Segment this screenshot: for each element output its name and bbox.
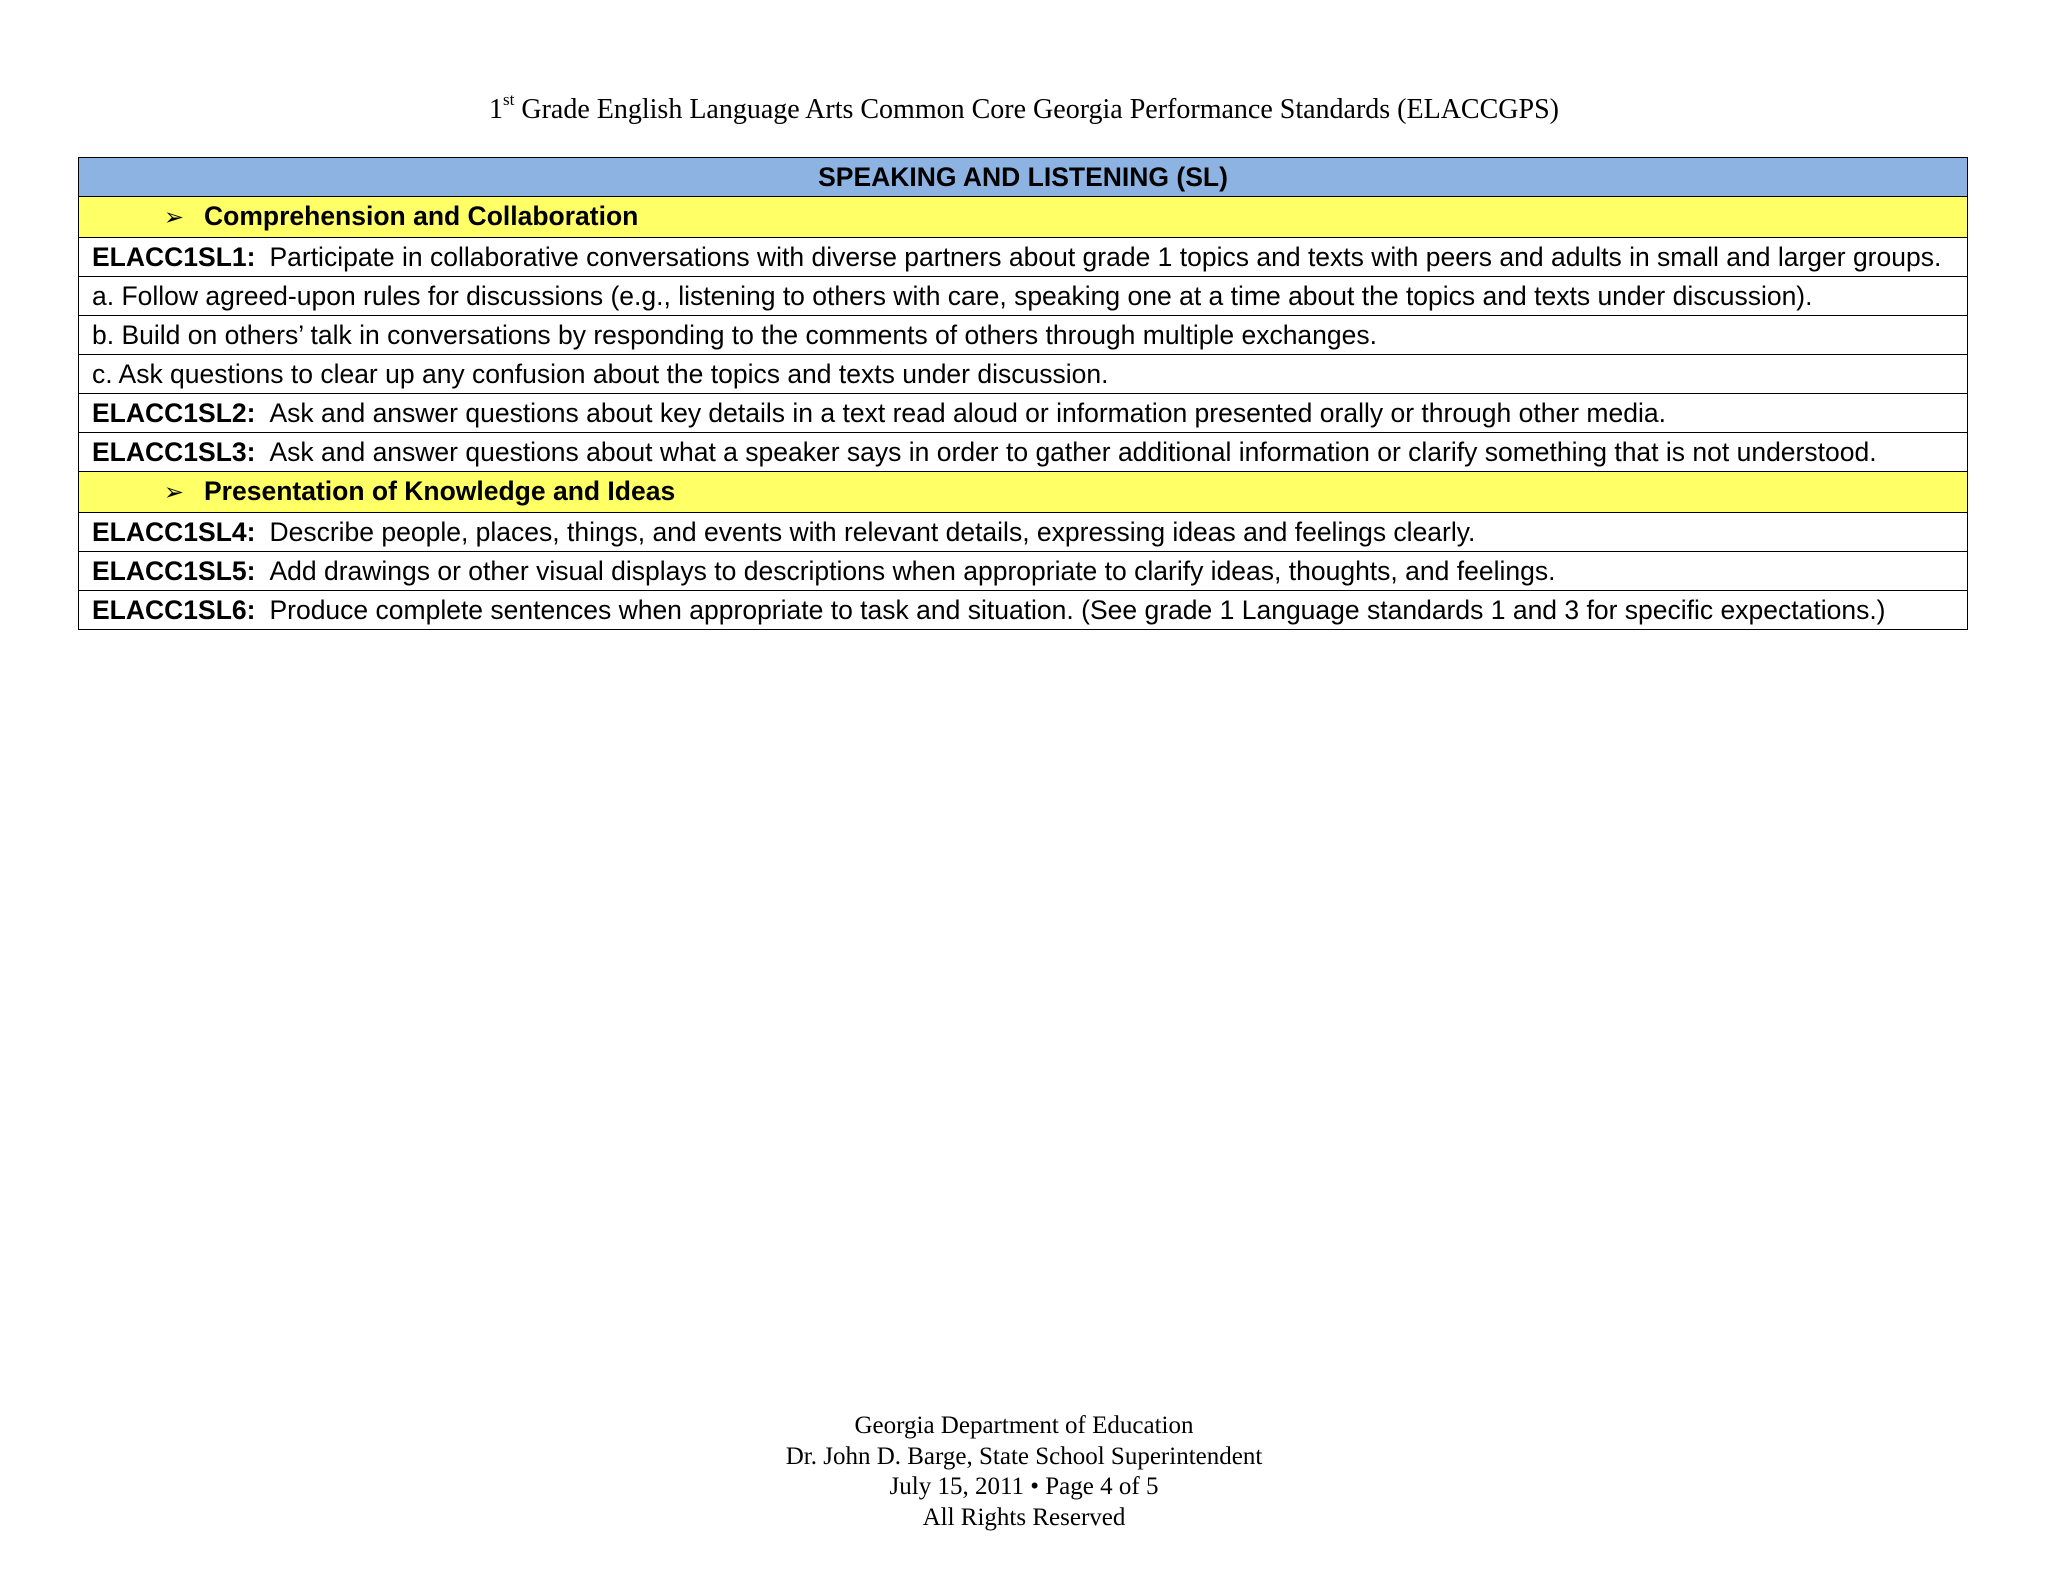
standard-text: Participate in collaborative conversations with diverse partners about grade 1 topics and texts with peers and adults in small and larger groups. <box>269 242 1942 272</box>
standard-cell <box>79 394 1968 433</box>
footer-superintendent: Dr. John D. Barge, State School Superintendent <box>785 1442 1263 1470</box>
footer-rights: All Rights Reserved <box>922 1503 1126 1531</box>
standard-text: a. Follow agreed-upon rules for discussions (e.g., listening to others with care, speaking one at a time about the topics and texts under discussion). <box>92 281 1813 311</box>
arrow-bullet-icon: ➢ <box>163 479 184 506</box>
table-row <box>79 316 1968 355</box>
standard-text: Add drawings or other visual displays to descriptions when appropriate to clarify ideas, thoughts, and feelings. <box>269 556 1556 586</box>
section-heading-cell <box>79 197 1968 238</box>
standard-code: ELACC1SL3: <box>92 437 256 467</box>
standard-cell <box>79 355 1968 394</box>
standard-text: Produce complete sentences when appropriate to task and situation. (See grade 1 Language standards 1 and 3 for specific expectations.) <box>269 595 1886 625</box>
footer-date-page: July 15, 2011 • Page 4 of 5 <box>889 1473 1159 1500</box>
table-title: SPEAKING AND LISTENING (SL) <box>79 158 1968 197</box>
standard-cell <box>79 316 1968 355</box>
standard-cell <box>79 277 1968 316</box>
header-title: Grade English Language Arts Common Core Georgia Performance Standards (ELACCGPS) <box>521 94 1559 125</box>
grade-suffix: st <box>503 90 515 109</box>
standard-code: ELACC1SL5: <box>92 556 256 586</box>
table-row <box>79 238 1968 277</box>
table-row <box>79 394 1968 433</box>
table-row <box>79 513 1968 552</box>
standard-code: ELACC1SL4: <box>92 517 256 547</box>
standard-text: b. Build on others’ talk in conversations by responding to the comments of others through multiple exchanges. <box>92 320 1377 350</box>
document-header <box>0 90 2048 130</box>
footer-org: Georgia Department of Education <box>854 1412 1194 1439</box>
standard-code: ELACC1SL6: <box>92 595 256 625</box>
table-row <box>79 433 1968 472</box>
grade-number: 1 <box>489 94 504 125</box>
section-heading: Comprehension and Collaboration <box>204 201 639 231</box>
standard-text: c. Ask questions to clear up any confusion about the topics and texts under discussion. <box>92 359 1109 389</box>
standard-code: ELACC1SL2: <box>92 398 256 428</box>
table-row <box>79 552 1968 591</box>
section-heading-cell <box>79 472 1968 513</box>
section-row <box>79 197 1968 238</box>
standard-cell <box>79 513 1968 552</box>
standard-cell <box>79 238 1968 277</box>
section-row <box>79 472 1968 513</box>
document-footer <box>0 1411 2048 1533</box>
table-row <box>79 355 1968 394</box>
standard-cell <box>79 552 1968 591</box>
table-title-row <box>79 158 1968 197</box>
standard-text: Describe people, places, things, and events with relevant details, expressing ideas and feelings clearly. <box>269 517 1476 547</box>
arrow-bullet-icon: ➢ <box>163 204 184 231</box>
standard-text: Ask and answer questions about key details in a text read aloud or information presented orally or through other media. <box>269 398 1666 428</box>
standard-cell <box>79 591 1968 630</box>
standard-cell <box>79 433 1968 472</box>
standard-code: ELACC1SL1: <box>92 242 256 272</box>
standards-table <box>78 157 1968 630</box>
table-row <box>79 277 1968 316</box>
section-heading: Presentation of Knowledge and Ideas <box>204 476 676 506</box>
standard-text: Ask and answer questions about what a speaker says in order to gather additional information or clarify something that is not understood. <box>269 437 1877 467</box>
table-row <box>79 591 1968 630</box>
